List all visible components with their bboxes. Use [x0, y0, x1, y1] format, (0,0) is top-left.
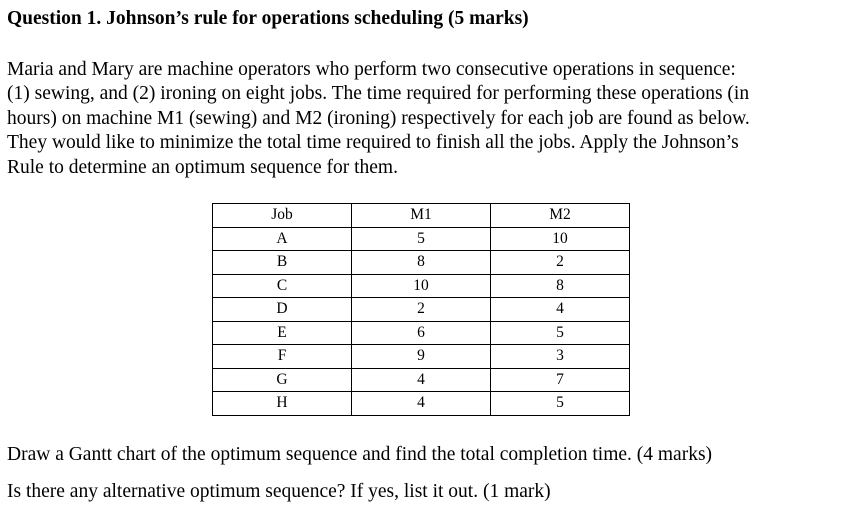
paragraph-line: (1) sewing, and (2) ironing on eight jobs. The time required for performing these operations (in [7, 83, 750, 105]
job-cell: G [213, 368, 352, 392]
m1-cell: 8 [352, 251, 491, 275]
table-row [213, 227, 630, 251]
job-cell: F [213, 345, 352, 369]
table-header-row [213, 204, 630, 228]
table-row [213, 392, 630, 416]
table-row [213, 321, 630, 345]
job-cell: C [213, 274, 352, 298]
m2-cell: 3 [491, 345, 630, 369]
m1-cell: 4 [352, 368, 491, 392]
header-m2: M2 [491, 204, 630, 228]
alternative-question: Is there any alternative optimum sequence? If yes, list it out. (1 mark) [7, 481, 551, 502]
table-row [213, 368, 630, 392]
table-row [213, 298, 630, 322]
m1-cell: 9 [352, 345, 491, 369]
job-cell: B [213, 251, 352, 275]
m1-cell: 6 [352, 321, 491, 345]
table-row [213, 274, 630, 298]
header-m1: M1 [352, 204, 491, 228]
paragraph-line: Maria and Mary are machine operators who perform two consecutive operations in sequence: [7, 59, 736, 80]
job-cell: D [213, 298, 352, 322]
job-cell: H [213, 392, 352, 416]
table-row [213, 345, 630, 369]
m1-cell: 10 [352, 274, 491, 298]
table-row [213, 251, 630, 275]
m2-cell: 5 [491, 321, 630, 345]
paragraph-line: They would like to minimize the total time required to finish all the jobs. Apply the Johnson’s [7, 132, 739, 154]
job-cell: E [213, 321, 352, 345]
paragraph-line: hours) on machine M1 (sewing) and M2 (ironing) respectively for each job are found as below. [7, 107, 750, 129]
m1-cell: 5 [352, 227, 491, 251]
m1-cell: 4 [352, 392, 491, 416]
job-times-table [212, 203, 630, 416]
m2-cell: 5 [491, 392, 630, 416]
paragraph-line: Rule to determine an optimum sequence for them. [7, 156, 398, 178]
gantt-question: Draw a Gantt chart of the optimum sequence and find the total completion time. (4 marks) [7, 444, 713, 465]
m2-cell: 10 [491, 227, 630, 251]
m2-cell: 2 [491, 251, 630, 275]
question-paragraph [7, 58, 837, 180]
m2-cell: 8 [491, 274, 630, 298]
question-title: Question 1. Johnson’s rule for operations scheduling (5 marks) [7, 8, 529, 29]
m2-cell: 7 [491, 368, 630, 392]
m1-cell: 2 [352, 298, 491, 322]
header-job: Job [213, 204, 352, 228]
m2-cell: 4 [491, 298, 630, 322]
job-cell: A [213, 227, 352, 251]
